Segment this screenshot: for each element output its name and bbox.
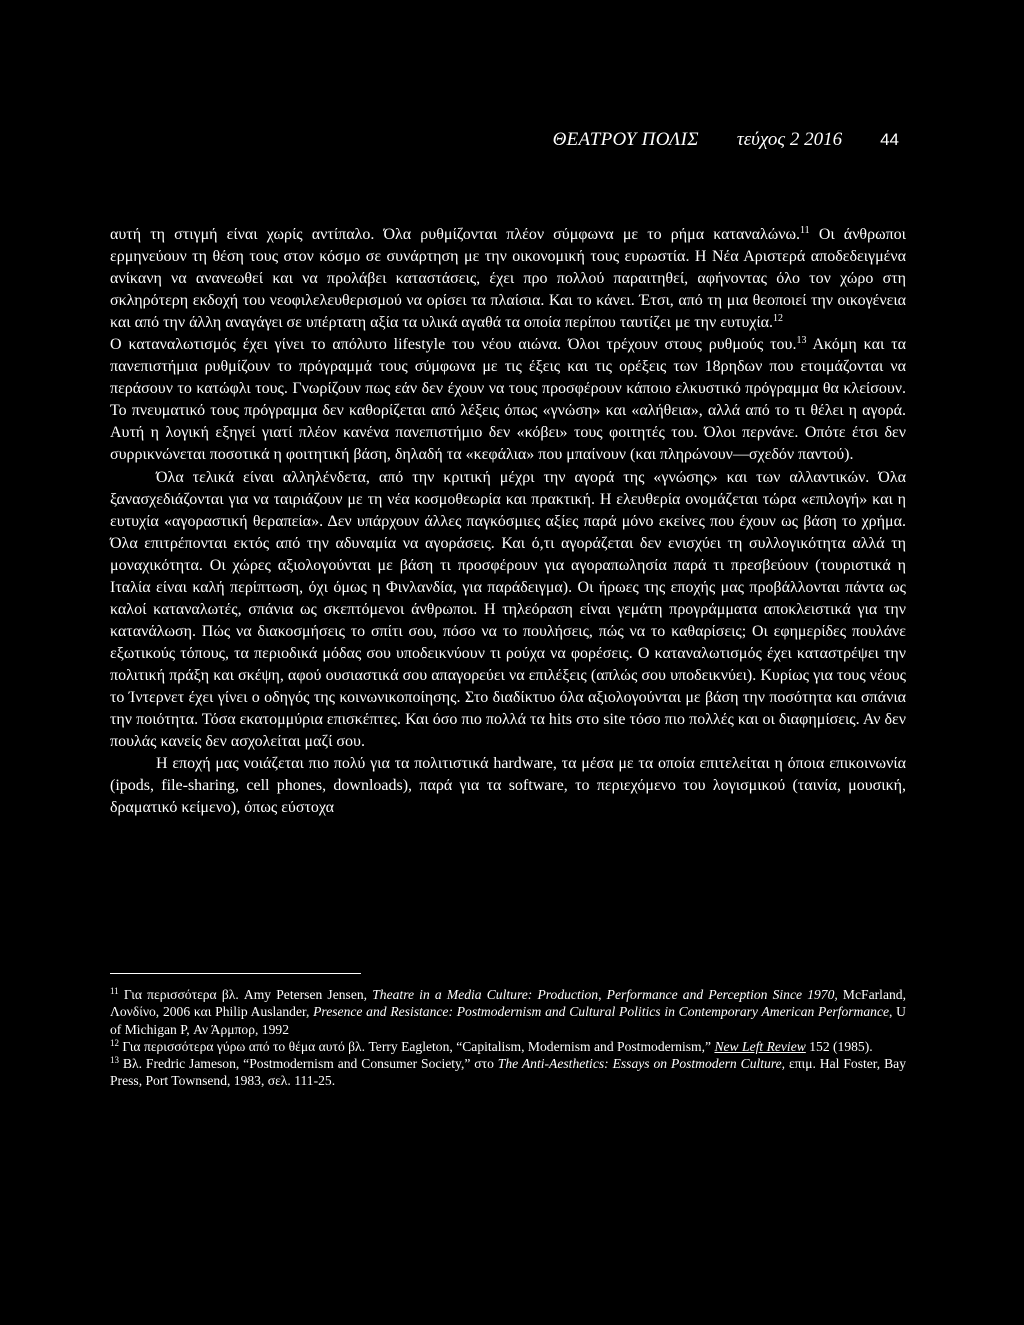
footnote-ref-11[interactable]: 11 bbox=[800, 225, 810, 236]
footnote-text: , U of Michigan P, Αν Άρμπορ, 1992 bbox=[110, 1004, 906, 1037]
paragraph bbox=[110, 753, 906, 819]
running-header bbox=[110, 129, 906, 155]
footnote-title: The Anti-Aesthetics: Essays on Postmodern Culture, bbox=[497, 1056, 786, 1072]
footnote-number: 13 bbox=[110, 1055, 119, 1066]
footnote-number: 12 bbox=[110, 1037, 119, 1048]
body-text bbox=[110, 224, 906, 819]
footnotes bbox=[110, 986, 906, 1090]
footnote-text: Για περισσότερα γύρω από το θέμα αυτό βλ. Terry Eagleton, “Capitalism, Modernism and Postmodernism,” bbox=[119, 1038, 715, 1054]
paragraph bbox=[110, 224, 906, 334]
journal-title: ΘΕΑΤΡΟΥ ΠΟΛΙΣ bbox=[552, 129, 699, 150]
footnote-text: McFarland, Λονδίνο, 2006 και Philip Auslander, bbox=[110, 987, 906, 1020]
document-page bbox=[110, 0, 906, 1325]
footnote-title: Theatre in a Media Culture: Production, Performance and Perception Since 1970, bbox=[372, 987, 838, 1002]
footnote-text: 152 (1985). bbox=[805, 1038, 873, 1054]
paragraph-text: Η εποχή μας νοιάζεται πιο πολύ για τα πολιτιστικά hardware, τα μέσα με τα οποία επιτελείται η όποια επικοινωνία (ipods, file-sharing, cell phones, downloads), παρά για τα software, το περιεχόμενο του λογισμικού (ταινία, μουσική, δραματικό κείμενο), όπως εύστοχα bbox=[110, 755, 906, 817]
issue-label: τεύχος 2 2016 bbox=[736, 129, 843, 150]
paragraph-text: αυτή τη στιγμή είναι χωρίς αντίπαλο. Όλα ρυθμίζονται πλέον σύμφωνα με το ρήμα καταναλώνω. bbox=[110, 226, 801, 243]
footnote-text: Βλ. Fredric Jameson, “Postmodernism and Consumer Society,” στο bbox=[119, 1056, 498, 1072]
footnote-13 bbox=[110, 1055, 906, 1090]
footnote-title-underlined: New Left Review bbox=[714, 1038, 806, 1054]
paragraph-text: Οι άνθρωποι ερμηνεύουν τη θέση τους στον κόσμο σε συνάρτηση με την οικονομική τους ευρωστία. Η Νέα Αριστερά αποδεδειγμένα ανίκανη να ανανεωθεί και να προλάβει καταστάσεις, έχει προ πολλού παραιτηθεί, αφήνοντας όλο τον χώρο στη σκληρότερη εκδοχή του νεοφιλελευθερισμού να ορίσει τα πλαίσια. Και το κάνει. Έτσι, από τη μια θεοποιεί την οικογένεια και από την άλλη αναγάγει σε υπέρτατη αξία τα υλικά αγαθά τα οποία περίπου ταυτίζει με την ευτυχία. bbox=[110, 226, 906, 332]
paragraph-text: Ο καταναλωτισμός έχει γίνει το απόλυτο lifestyle του νέου αιώνα. Όλοι τρέχουν στους ρυθμούς του. bbox=[110, 336, 797, 354]
footnote-11 bbox=[110, 986, 906, 1038]
footnote-number: 11 bbox=[110, 986, 119, 996]
paragraph-text: Ακόμη και τα πανεπιστήμια ρυθμίζουν το πρόγραμμά τους σύμφωνα με τις έξεις και τις ορέξεις των 18ρηδων που ετοιμάζονται να περάσουν το κατώφλι τους. Γνωρίζουν πως εάν δεν έχουν να τους προσφέρουν κάποιο ελκυστικό πρόγραμμα θα κλείσουν. Το πνευματικό τους πρόγραμμα δεν καθορίζεται από λέξεις όπως «γνώση» και «αλήθεια», αλλά από το τι θέλει η αγορά. Αυτή η λογική εξηγεί γιατί πλέον κανένα πανεπιστήμιο δεν «κόβει» τους φοιτητές του. Όλοι περνάνε. Οπότε έτσι δεν συρρικνώνεται ποσοτικά η φοιτητική βάση, δηλαδή τα «κεφάλια» που μπαίνουν (και πληρώνουν—σχεδόν παντού). bbox=[110, 336, 907, 464]
footnote-title: Presence and Resistance: Postmodernism and Cultural Politics in Contemporary American Performance bbox=[313, 1004, 890, 1020]
page-number: 44 bbox=[880, 130, 899, 149]
footnote-ref-13[interactable]: 13 bbox=[796, 335, 807, 347]
footnote-text: Για περισσότερα βλ. Amy Petersen Jensen, bbox=[118, 987, 373, 1002]
footnote-ref-12[interactable]: 12 bbox=[773, 313, 784, 325]
footnote-text: επιμ. Hal Foster, Bay Press, Port Townsend, 1983, σελ. 111-25. bbox=[110, 1056, 906, 1089]
footnote-12 bbox=[110, 1038, 906, 1055]
footnote-title bbox=[714, 1039, 805, 1054]
paragraph bbox=[110, 467, 906, 754]
paragraph-text: Όλα τελικά είναι αλληλένδετα, από την κριτική μέχρι την αγορά της «γνώσης» και των αλλαντικών. Όλα ξανασχεδιάζονται για να ταιριάζουν με τη νέα κοσμοθεωρία και πρακτική. Η ελευθερία ονομάζεται τώρα «επιλογή» και η ευτυχία «αγοραστική θεραπεία». Δεν υπάρχουν άλλες παγκόσμιες αξίες παρά μόνο εκείνες που έχουν ως βάση το χρήμα. Όλα επιτρέπονται εκτός από την αδυναμία να αγοράσεις. Και ό,τι αγοράζεται δεν ενισχύει τη συλλογικότητα αλλά τη μοναχικότητα. Οι χώρες αξιολογούνται με βάση τι προσφέρουν για αγοραπωλησία παρά τι πρεσβεύουν (τουριστικά η Ιταλία είναι καλή περίπτωση, όχι όμως η Φινλανδία, για παράδειγμα). Οι ήρωες της εποχής μας προβάλλονται πάντα ως καλοί καταναλωτές, σπάνια ως σκεπτόμενοι άνθρωποι. Η τηλεόραση είναι γεμάτη προγράμματα αποκλειστικά για την κατανάλωση. Πώς να διακοσμήσεις το σπίτι σου, πόσο να το πουλήσεις, πώς να το καθαρίσεις; Οι εφημερίδες πουλάνε εξωτικούς τόπους, τα περιοδικά μόδας σου υποδεικνύουν τι ρούχα να φορέσεις. Ο καταναλωτισμός έχει καταστρέψει την πολιτική πράξη και σκέψη, αφού ουσιαστικά σου απαγορεύει να επιλέξεις (απλώς σου υποδεικνύει). Κυρίως για τους νέους το Ίντερνετ έχει γίνει ο οδηγός της κοινωνικοποίησης. Στο διαδίκτυο όλα αξιολογούνται με βάση την ποσότητα και σπάνια την ποιότητα. Τόσα εκατομμύρια επισκέπτες. Και όσο πιο πολλά τα hits στο site τόσο πιο πολλές και οι διαφημίσεις. Αν δεν πουλάς κανείς δεν ασχολείται μαζί σου. bbox=[110, 468, 906, 751]
paragraph bbox=[110, 334, 906, 466]
footnote-separator bbox=[110, 973, 361, 974]
